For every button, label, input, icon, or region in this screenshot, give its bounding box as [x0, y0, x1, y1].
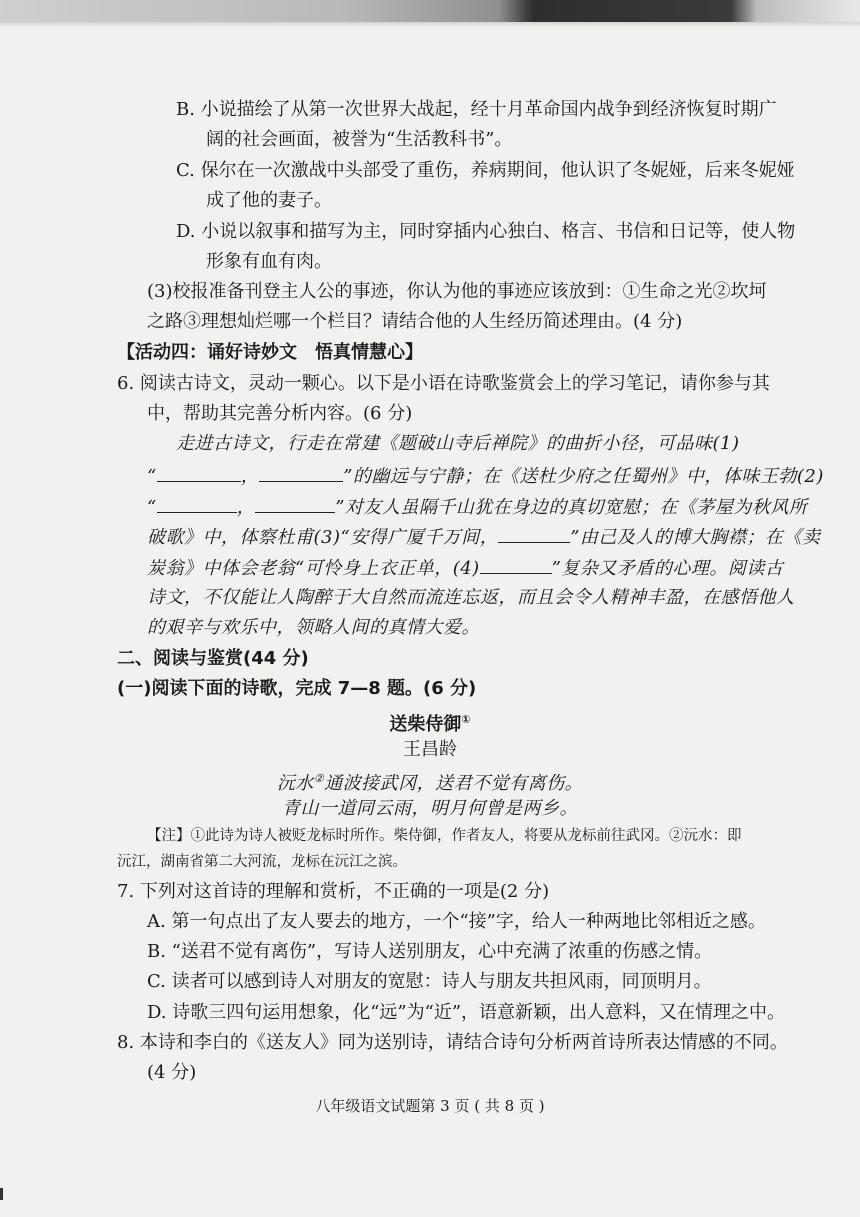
answer-blank-1a[interactable] — [157, 463, 241, 482]
notes-para-line5: 炭翁》中体会老翁“可怜身上衣正单，(4) ”复杂又矛盾的心理。阅读古 — [147, 555, 783, 581]
option-c-line1: C. 保尔在一次激战中头部受了重伤，养病期间，他认识了冬妮娅，后来冬妮娅 — [176, 160, 795, 181]
question-8-line2: (4 分) — [147, 1062, 197, 1083]
poem-note-line1: 【注】①此诗为诗人被贬龙标时所作。柴侍御，作者友人，将要从龙标前往武冈。②沅水：即 — [147, 828, 742, 844]
answer-blank-2a[interactable] — [157, 494, 237, 513]
question-7-option-a: A. 第一句点出了友人要去的地方，一个“接”字，给人一种两地比邻相近之感。 — [147, 911, 766, 932]
poem-author: 王昌龄 — [403, 739, 457, 760]
question-7-option-b: B. “送君不觉有离伤”，写诗人送别朋友，心中充满了浓重的伤感之情。 — [147, 941, 713, 962]
option-d-line1: D. 小说以叙事和描写为主，同时穿插内心独白、格言、书信和日记等，使人物 — [176, 221, 796, 242]
poem-line2: 青山一道同云雨，明月何曾是两乡。 — [282, 798, 578, 819]
part-one-heading: (一)阅读下面的诗歌，完成 7—8 题。(6 分) — [117, 678, 477, 699]
option-d-line2: 形象有血有肉。 — [206, 251, 332, 272]
answer-blank-3[interactable] — [498, 524, 570, 543]
answer-blank-4[interactable] — [480, 555, 552, 574]
notes-para-line7: 的艰辛与欢乐中，领略人间的真情大爱。 — [147, 617, 480, 638]
option-c-line2: 成了他的妻子。 — [206, 190, 332, 211]
option-b-line1: B. 小说描绘了从第一次世界大战起，经十月革命国内战争到经济恢复时期广 — [176, 99, 777, 120]
activity-four-heading: 【活动四：诵好诗妙文 悟真情慧心】 — [117, 342, 423, 363]
question-7-option-d: D. 诗歌三四句运用想象，化“远”为“近”，语意新颖，出人意料，又在情理之中。 — [147, 1002, 786, 1023]
poem-line1-footnote: ② — [313, 772, 325, 785]
question-5-3-line1: (3)校报准备刊登主人公的事迹，你认为他的事迹应该放到：①生命之光②坎坷 — [147, 281, 767, 302]
question-7-option-c: C. 读者可以感到诗人对朋友的宽慰：诗人与朋友共担风雨，同顶明月。 — [147, 971, 712, 992]
poem-line1: 沅水②通波接武冈，送君不觉有离伤。 — [276, 772, 584, 794]
page-footer: 八年级语文试题第 3 页 ( 共 8 页 ) — [315, 1097, 545, 1115]
section-two-heading: 二、阅读与鉴赏(44 分) — [117, 648, 309, 669]
notes-para-line4: 破歌》中，体察杜甫(3)“安得广厦千万间， ”由己及人的博大胸襟；在《卖 — [147, 524, 820, 550]
poem-title-footnote: ① — [461, 713, 471, 726]
option-b-line2: 阔的社会画面，被誉为“生活教科书”。 — [206, 129, 513, 150]
scan-edge-mark — [0, 1188, 3, 1200]
answer-blank-1b[interactable] — [259, 463, 343, 482]
notes-para-line6: 诗文，不仅能让人陶醉于大自然而流连忘返，而且会令人精神丰盈，在感悟他人 — [147, 587, 795, 608]
question-6-line1: 6. 阅读古诗文，灵动一颗心。以下是小语在诗歌鉴赏会上的学习笔记，请你参与其 — [117, 373, 770, 394]
notes-para-line2: “ ， ”的幽远与宁静；在《送杜少府之任蜀州》中，体味王勃(2) — [147, 463, 824, 489]
question-5-3-line2: 之路③理想灿烂哪一个栏目？请结合他的人生经历简述理由。(4 分) — [147, 311, 683, 332]
answer-blank-2b[interactable] — [255, 494, 335, 513]
poem-note-line2: 沅江，湖南省第二大河流，龙标在沅江之滨。 — [117, 854, 407, 870]
question-6-line2: 中，帮助其完善分析内容。(6 分) — [147, 403, 413, 424]
question-7-stem: 7. 下列对这首诗的理解和赏析，不正确的一项是(2 分) — [117, 881, 550, 902]
poem-title: 送柴侍御① — [389, 713, 471, 735]
notes-para-line3: “ ， ”对友人虽隔千山犹在身边的真切宽慰；在《茅屋为秋风所 — [147, 494, 807, 520]
notes-para-line1: 走进古诗文，行走在常建《题破山寺后禅院》的曲折小径，可品味(1) — [176, 433, 740, 454]
question-8-line1: 8. 本诗和李白的《送友人》同为送别诗，请结合诗句分析两首诗所表达情感的不同。 — [117, 1032, 788, 1053]
